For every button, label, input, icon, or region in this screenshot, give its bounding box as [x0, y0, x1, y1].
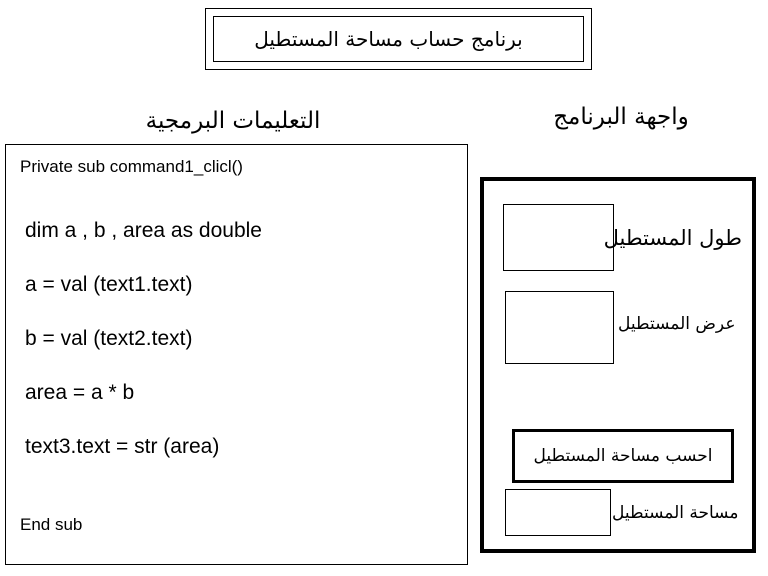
length-label: طول المستطيل: [603, 226, 742, 250]
area-label: مساحة المستطيل: [612, 503, 739, 523]
code-line-output: text3.text = str (area): [25, 435, 220, 458]
page-title: برنامج حساب مساحة المستطيل: [213, 16, 584, 62]
code-end-sub: End sub: [20, 515, 83, 534]
program-interface-frame: [480, 177, 756, 553]
width-textbox[interactable]: [505, 291, 614, 364]
code-line-b: b = val (text2.text): [25, 327, 193, 350]
code-panel: [5, 144, 468, 565]
ui-heading: واجهة البرنامج: [553, 104, 689, 130]
code-line-dim: dim a , b , area as double: [25, 219, 262, 242]
area-result-textbox[interactable]: [505, 489, 611, 536]
width-label: عرض المستطيل: [618, 314, 736, 334]
calculate-area-button[interactable]: احسب مساحة المستطيل: [512, 429, 734, 483]
code-heading: التعليمات البرمجية: [145, 108, 321, 134]
code-sub-header: Private sub command1_clicl(): [20, 157, 243, 176]
code-line-a: a = val (text1.text): [25, 273, 193, 296]
length-textbox[interactable]: [503, 204, 614, 271]
title-frame: [205, 8, 592, 70]
code-line-area: area = a * b: [25, 381, 135, 404]
